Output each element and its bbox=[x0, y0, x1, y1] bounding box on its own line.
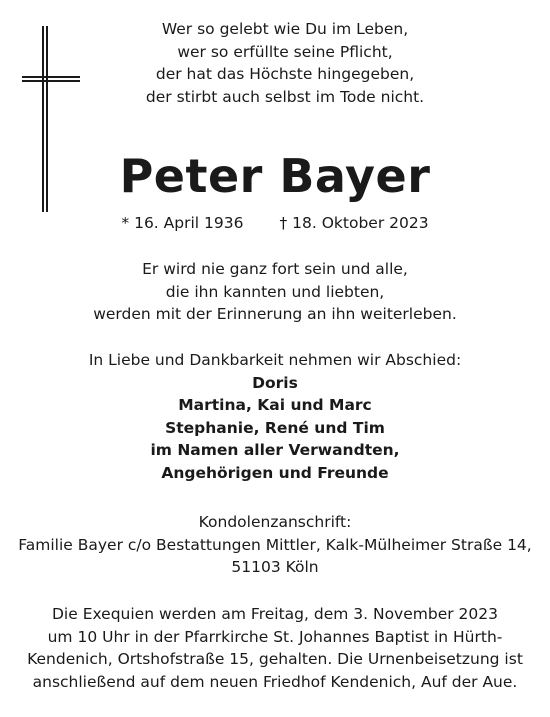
farewell-intro: In Liebe und Dankbarkeit nehmen wir Abschied: bbox=[88, 351, 462, 369]
service-info bbox=[0, 603, 550, 693]
condolence-address bbox=[0, 511, 550, 579]
remembrance-line: Er wird nie ganz fort sein und alle, bbox=[142, 260, 408, 278]
remembrance-text bbox=[0, 258, 550, 326]
cross-icon bbox=[22, 26, 80, 212]
memorial-poem bbox=[100, 18, 470, 108]
service-line: um 10 Uhr in der Pfarrkirche St. Johannes Baptist in Hürth- bbox=[47, 627, 503, 646]
life-dates bbox=[90, 213, 460, 233]
mourner-name: Martina, Kai und Marc bbox=[178, 396, 372, 414]
condolence-line: 51103 Köln bbox=[231, 558, 319, 576]
service-line: anschließend auf dem neuen Friedhof Kendenich, Auf der Aue. bbox=[32, 672, 518, 691]
death-date: † 18. Oktober 2023 bbox=[279, 214, 429, 232]
poem-line: Wer so gelebt wie Du im Leben, bbox=[161, 20, 409, 38]
remembrance-line: die ihn kannten und liebten, bbox=[165, 282, 385, 301]
mourner-name: Stephanie, René und Tim bbox=[165, 418, 385, 437]
mourners-section bbox=[0, 349, 550, 484]
mourner-name: im Namen aller Verwandten, bbox=[150, 441, 400, 459]
deceased-name: Peter Bayer bbox=[119, 149, 431, 203]
mourner-name: Angehörigen und Freunde bbox=[161, 463, 389, 482]
mourner-name: Doris bbox=[252, 373, 298, 392]
condolence-line: Familie Bayer c/o Bestattungen Mittler, Kalk-Mülheimer Straße 14, bbox=[18, 535, 532, 554]
poem-line: wer so erfüllte seine Pflicht, bbox=[177, 42, 393, 61]
birth-date: * 16. April 1936 bbox=[121, 214, 244, 232]
service-line: Kendenich, Ortshofstraße 15, gehalten. Die Urnenbeisetzung ist bbox=[27, 650, 523, 668]
service-line: Die Exequien werden am Freitag, dem 3. November 2023 bbox=[51, 605, 498, 623]
poem-line: der stirbt auch selbst im Tode nicht. bbox=[145, 87, 425, 106]
remembrance-line: werden mit der Erinnerung an ihn weiterleben. bbox=[93, 305, 457, 323]
condolence-label: Kondolenzanschrift: bbox=[198, 513, 352, 531]
poem-line: der hat das Höchste hingegeben, bbox=[155, 65, 415, 83]
